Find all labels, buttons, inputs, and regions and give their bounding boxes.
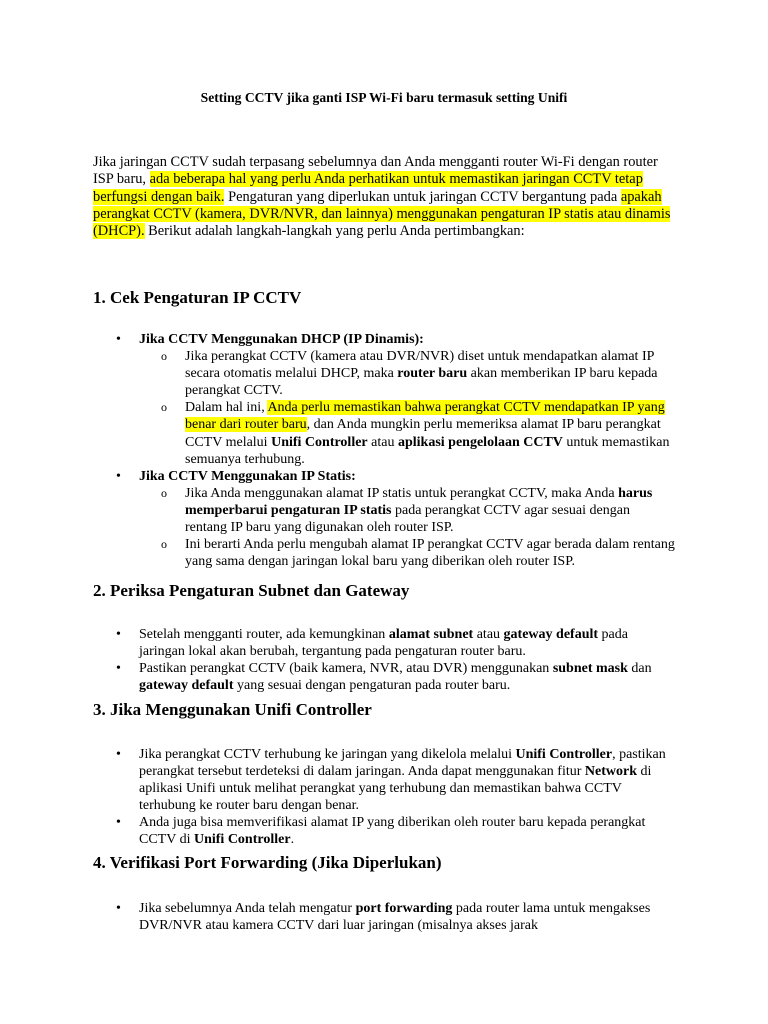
list-item bbox=[139, 660, 675, 694]
highlighted-text: Anda perlu memastikan bahwa perangkat CCTV mendapatkan IP yang benar dari router baru bbox=[185, 400, 665, 433]
text-run: Berikut adalah langkah-langkah yang perlu Anda pertimbangkan: bbox=[144, 223, 525, 240]
list-item bbox=[139, 468, 675, 571]
bold-text: Unifi Controller bbox=[193, 832, 291, 848]
bullet-list bbox=[93, 626, 675, 694]
text-run: dan bbox=[627, 661, 652, 677]
text-run: pada router lama untuk mengakses DVR/NVR atau kamera CCTV dari luar jaringan (misalnya akses jarak bbox=[139, 901, 651, 934]
highlighted-text: ada beberapa hal yang perlu Anda perhatikan untuk memastikan jaringan CCTV tetap berfungsi dengan baik. bbox=[93, 171, 643, 205]
text-run: Jika Anda menggunakan alamat IP statis untuk perangkat CCTV, maka Anda bbox=[185, 485, 619, 501]
bold-text: Unifi Controller bbox=[515, 747, 613, 762]
sub-list-item bbox=[185, 485, 675, 536]
bullet-list bbox=[93, 900, 675, 934]
text-run: Pastikan perangkat CCTV (baik kamera, NVR, atau DVR) menggunakan bbox=[139, 661, 553, 677]
bold-text: port forwarding bbox=[355, 901, 453, 916]
text-run: atau bbox=[367, 434, 398, 450]
text-run: Jika perangkat CCTV terhubung ke jaringan yang dikelola melalui bbox=[139, 747, 516, 762]
list-item bbox=[139, 746, 675, 814]
bold-text: aplikasi pengelolaan CCTV bbox=[397, 434, 563, 450]
sub-list-item bbox=[185, 348, 675, 399]
bold-text: router baru bbox=[397, 366, 468, 382]
section-1 bbox=[93, 288, 675, 570]
text-run: Setelah mengganti router, ada kemungkinan bbox=[139, 627, 389, 642]
section-heading: 2. Periksa Pengaturan Subnet dan Gateway bbox=[93, 581, 410, 600]
text-run: pada jaringan lokal akan berubah, tergantung pada pengaturan router baru. bbox=[139, 627, 628, 660]
text-run: Dalam hal ini, bbox=[185, 400, 268, 416]
text-run: di aplikasi Unifi untuk melihat perangkat yang terhubung dan memastikan bahwa CCTV terhubung ke router baru dengan benar. bbox=[139, 764, 652, 814]
section-heading: 3. Jika Menggunakan Unifi Controller bbox=[93, 700, 372, 719]
list-item bbox=[139, 814, 675, 848]
text-run: Ini berarti Anda perlu mengubah alamat IP perangkat CCTV agar berada dalam rentang yang sama dengan jaringan lokal baru yang diberikan oleh router ISP. bbox=[185, 537, 675, 570]
bold-text: Unifi Controller bbox=[271, 434, 368, 450]
section-heading: 1. Cek Pengaturan IP CCTV bbox=[93, 288, 302, 307]
bold-text: harus memperbarui pengaturan IP statis bbox=[185, 485, 653, 518]
text-run: atau bbox=[473, 627, 504, 642]
section-2 bbox=[93, 581, 675, 694]
bold-text: alamat subnet bbox=[388, 627, 474, 642]
sub-list bbox=[139, 348, 675, 468]
bullet-list bbox=[93, 331, 675, 570]
bold-text: subnet mask bbox=[552, 661, 628, 677]
sub-list bbox=[139, 485, 675, 570]
text-run: . bbox=[290, 832, 295, 848]
section-3 bbox=[93, 700, 675, 849]
text-run: pada perangkat CCTV agar sesuai dengan rentang IP baru yang digunakan oleh router ISP. bbox=[185, 502, 630, 536]
text-run: Jika sebelumnya Anda telah mengatur bbox=[139, 901, 356, 916]
bold-text: Jika CCTV Menggunakan DHCP (IP Dinamis): bbox=[139, 332, 424, 347]
section-heading: 4. Verifikasi Port Forwarding (Jika Diperlukan) bbox=[93, 853, 442, 872]
list-item bbox=[139, 331, 675, 468]
highlighted-text: apakah perangkat CCTV (kamera, DVR/NVR, dan lainnya) menggunakan pengaturan IP statis atau dinamis (DHCP). bbox=[93, 188, 671, 240]
text-run: untuk memastikan semuanya terhubung. bbox=[185, 434, 670, 467]
document-title: Setting CCTV jika ganti ISP Wi-Fi baru termasuk setting Unifi bbox=[200, 90, 568, 105]
text-run: Jika jaringan CCTV sudah terpasang sebelumnya dan Anda mengganti router Wi-Fi dengan router ISP baru, bbox=[93, 154, 658, 188]
bullet-list bbox=[93, 746, 675, 849]
text-run: Jika perangkat CCTV (kamera atau DVR/NVR) diset untuk mendapatkan alamat IP secara otomatis melalui DHCP, maka bbox=[185, 349, 654, 382]
text-run: , dan Anda mungkin perlu memeriksa alamat IP baru perangkat CCTV melalui bbox=[185, 417, 661, 450]
text-run: akan memberikan IP baru kepada perangkat CCTV. bbox=[185, 366, 658, 399]
text-run: , pastikan perangkat tersebut terdeteksi di dalam jaringan. Anda dapat menggunakan fitur bbox=[139, 747, 666, 780]
list-item bbox=[139, 900, 675, 934]
text-run: Pengaturan yang diperlukan untuk jaringan CCTV bergantung pada bbox=[224, 188, 621, 205]
text-run: yang sesuai dengan pengaturan pada router baru. bbox=[233, 678, 511, 694]
bold-text: Jika CCTV Menggunakan IP Statis: bbox=[139, 468, 356, 484]
section-4 bbox=[93, 853, 675, 934]
list-item bbox=[139, 626, 675, 660]
sub-list-item bbox=[185, 399, 675, 467]
bold-text: Network bbox=[584, 764, 638, 780]
bold-text: gateway default bbox=[503, 627, 599, 642]
text-run: Anda juga bisa memverifikasi alamat IP yang diberikan oleh router baru kepada perangkat CCTV di bbox=[139, 815, 646, 848]
bold-text: gateway default bbox=[139, 678, 234, 694]
sub-list-item bbox=[185, 536, 675, 570]
intro-paragraph bbox=[93, 154, 675, 240]
